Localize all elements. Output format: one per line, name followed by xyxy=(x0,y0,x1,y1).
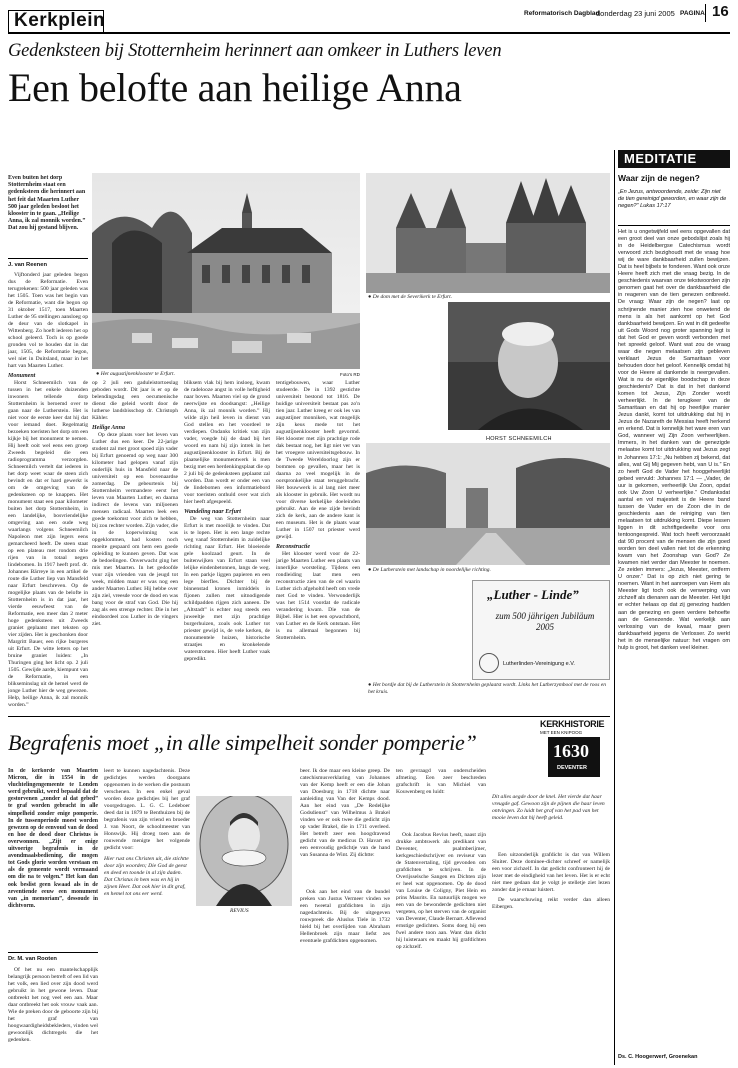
portrait-illustration xyxy=(448,302,610,430)
article1-col2-subhead: Heilige Anna xyxy=(92,425,125,431)
photo-augustinian-monastery xyxy=(92,173,360,369)
article2-col4 xyxy=(396,768,486,1063)
article1-col4-subhead: Reconstructie xyxy=(276,544,310,550)
kerkhistorie-logo-box xyxy=(548,737,600,777)
article2-poem1: Hier rust ons Christen uit, die stichtte door zijn woorden; Die God de geest en deed en toonde in al zijn daden. Dat Christus in hem was en hij in zijnen Heer. Dat ook hier in dit graf, en hemel tot ons eer werd. xyxy=(104,856,189,897)
article1-col3-subhead: Wandeling naar Erfurt xyxy=(184,509,241,515)
lutherstein-illustration xyxy=(366,443,610,565)
article2-intro xyxy=(8,768,98,950)
article2-col3b-text: Ook aan het eind van de bundel preken van Justus Vermeer vinden we een tweetal grafdichten in zijn nagedachtenis. Bij de uitgegeven rouwpreek die Aluslus Tiele in 1732 hield bij het overlijden van Abraham Hellenbroek zijn maar liefst zes eventuele grafdichten opgenomen. xyxy=(300,889,390,944)
byline-rule xyxy=(8,258,88,259)
article1-col4-text: tentigebouwen, waar Luther studeerde. De in 1392 gestichte universiteit bestond tot 1816. De huidige universiteit bestaat pas zo'n tien jaar. Luther kreeg er ook les van augustijner monniken, wat mogelijk zijn keus mede tot het augustijnenklooster heeft gevormd. Het klooster met zijn prachtige rode dak bestaat nog, het ligt niet ver van het vroegere universiteitsgebouw. In de Tweede Wereldoorlog zijn er bommen op gevallen, maar het is daarna zo veel mogelijk in de oorspronkelijke staat teruggebracht. Het bouwwerk is al lang niet meer als klooster in gebruik. Het wordt nu voor diverse kerkelijke doeleinden gebruikt. Aan de ene zijde bevindt zich de kerk, aan de andere kant is een museum. Het is de plaats waar Luther in 1507 tot priester werd gewijd. xyxy=(276,380,360,540)
article1-col1-text: Vijftonderd jaar geleden begon dus de Reformatie. Even terugrekenen: 500 jaar geleden was het 1505. Toen was het begin van de Reformatie, want die begon op 31 oktober 1517, toen Maarten Luther de 95 stellingen aansloeg op de deur van de slotkapel in Wittenberg. Zo hoeft iederen het op school geleerd. Toch is op goede gronden vol te houden dat in dat jaar, 1505, de Reformatie begon, wel niet in Duitsland, maar in het hart van Maarten Luther. xyxy=(8,272,88,369)
article1-col3-text: bliksem vlak bij hem insloeg, kwam de radelooze angst in volle heftigheid naar boven. Maarten viel op de grond neerwijste en doodsangst: „Heilige Anna, ik zal monnik worden.” Hij wilde zijn heil leven in dienst van God stellen en het voordeel te verdiepen. Ondanks kritiek van zijn vader, voegde hij de daad bij het woord en nam hij zijn intrek in het augustijnenklooster in Erfurt. Bij de plaatselijke monumentwerk is men bezig met een herdenkingsplaat die op 2 juli bij de gedenksteen geplaatst zal worden. Dan wordt er onder een van de lindebomen een informatiebord voor toeristen onthuld over wat zich hier heeft afgespeeld. xyxy=(184,380,270,505)
kerkhistorie-logo-title: KERKHISTORIE xyxy=(540,719,605,729)
meditatie-quote: „En Jezus, antwoordende, zeide: Zijn niet de tien gereinigd geworden, en waar zijn de negen?” Lukas 17:17 xyxy=(618,189,727,209)
kerkhistorie-logo-place: DEVENTER xyxy=(557,765,587,771)
meditatie-body xyxy=(618,229,730,1049)
article2-headline: Begrafenis moet „in alle simpelheit sonder pomperie” xyxy=(8,730,477,755)
meditatie-logo xyxy=(618,150,730,168)
caption-bullet-icon: ● xyxy=(368,294,372,300)
photo-cathedral xyxy=(366,173,610,293)
page-header xyxy=(0,0,738,36)
sign-subtitle: zum 500 jährigen Jubiläum 2005 xyxy=(495,611,595,632)
meditatie-body-text: Het is u ongetwijfeld wel eens opgevallen dat een groot deel van onze gebodslijst zoals hij in de Heidelbergse Catechismus wordt verwoord zich bezighoudt met de vraag hoe wij de ware dankbaarheid zullen bewijzen. Dat is heel bijbels te fonderen. Want ook onze Heere heeft zich met die vraag bezig. In de geschiedenis waarvan onze tekstwoorden zijn genomen gaat het over de dankbaarheid die in reageren van de tien genezen ontbreekt. De vraag: Waar zijn de negen? laat op schrijnende manier zien hoe onwetend de mens is als het aankomt op het God dankbaarheid bewijzen. En wat in dit gedeelte uit Gods Woord nog groter spanning legt is dat het God er geven wordt verbonden met het spreekt geloof. Want wat zou de vraag waar die negen melaatsen zijn gebleven verklaart Jezus de Samaritaan voor behouden door het geloof. Kennelijk omdat hij voor de Heere al dankende is neergevallen. Wat is nu de eigenlijke boodschap in deze geschiedenis? Dat is dat in het dankend komen tot Jezus, Zijn Zonder wordt verheerlijkt. In de terugkeer van de Samaritaan en dat hij op heerlijke manier Jezus dankt, komt tot uitdrukking dat hij in Jezus de Nazareth de Messias heeft herkend en erkend. Dat is kennelijk het ware eren van God, wanneer wij Zijn Zoon verheerlijken. Immers, in het danken van de genezigde melaatse komt tot uitdrukking wat Jezus zegt in Johannes 17:1: „Nu hebben zij bekend, dat alles, wat Gij Mij gegeven hebt, van U is.” En zo heeft God de Vader het hooggeheerlijkt gebed vervuld: Johannes 17:1 — „Vader, de uur is gekomen, verheerlijk Uw Zoon, opdat ook Uw Zoon U verheerlijke.” Ondanksdat aantal en vol majesteit is de Heere band tussen de Vader en de Zoon die in de geschiedenis aan de reiniging van tien melaatsen tot uitdrukking komt. Diepe lessen liggen in dit schriftgedeelte voor ons tentoongespreid. Wat toch heeft veroorzaakt dat 90 procent van de mensen die zijn goed worden ten deel vallen niet tot de erkenning kwam van het Zoonshap van God? Ze kwamen niet verder dan Meester te noemen. Ze zeiden immers: „Jezus, Meester, ontferm U onzer.” Dat is op zich niet gering te noemen. Want in het aanroepen van Hem als Meester ligt toch ook de verwerping van zichzelf als dienaren aan de Meester. Het lijkt er echter helaas op dat zij genezing hadden aan de genezing en geen verdere behoefte aan de Genezende. Wat werkelijk aan verlossing van de kwaal, maar geen dankbaarheid jegens de Verlosser. Zo werkt het in de menselijke natuur: het vragen om hulp is groot, het danken veel kleiner. xyxy=(618,229,730,651)
caption-bullet-icon: ● xyxy=(96,371,100,377)
article1-col1-subhead: Monument xyxy=(8,373,36,379)
article2-col3 xyxy=(300,768,390,1063)
article2-byline-rule xyxy=(8,952,98,953)
article2-col3-text: beer. Ik doe maar een kleine greep. De catechismusverklaring van Johannes van der Kemp heeft er een die Johan van Doesburg in 1718 dichtte naar aanleiding van Van der Kemps dood. Aan het eind van „De Redelijke Godsdienst” van Wilhelmus à Brakel vinden we er ook twee die gedicht zijn op vader Brakel, die in 1711 overleed. Het betreft zeer een hoogdravend gedicht van de medicus D. Havart en een eenvoudig gedichtje van de hand van Susanna de Wint. Zij dichtte: xyxy=(300,768,390,858)
sign-footer: Lutherlinden-Vereinigung e.V. xyxy=(503,661,575,667)
portrait-revius xyxy=(196,796,292,906)
article1-kicker: Gedenksteen bij Stotternheim herinnert aan omkeer in Luthers leven xyxy=(8,41,502,61)
portrait-caption: REVIUS xyxy=(230,908,249,914)
article2-intro-text: In de kerkorde van Maarten Micron, die in 1554 in de vluchtelingengemeente te Londen werd gebruikt, werd bepaald dat de gestorvenen „zonder al dat gebed” te graf worden gebracht in alle simpelheid zonder enige pomperie. In de tussenperiode moest worden gewezen op de eenvoud van de dood en hoe de dood door Christus is overwonnen. „Zijt er enige uitvoerige begrafenis in de avondmaalsbediening, die mogen tot Gods glorie worden verstaan en als de gemeente wordt vermaand om die na te volgen.” Het kan dan ook beslist geen kwaad als in de zeventiende eeuw een monument van „in memoriam”, dessoude in dichtvorm. xyxy=(8,768,98,909)
article1-intro-text: Even buiten het dorp Stotternheim staat een gedenksteen die herinnert aan het feit dat Maarten Luther 500 jaar geleden besloot het klooster in te gaan. „Heilige Anna, ik zal monnik worden.” Dat zou hij gestand blijven. xyxy=(8,175,86,232)
article1-headline: Een belofte aan heilige Anna xyxy=(8,65,462,110)
caption-lutherstein-text: De Lutherstein met landschap in noordelijke richting. xyxy=(372,567,491,573)
page-date: donderdag 23 juni 2005 xyxy=(596,9,675,18)
article1-col1 xyxy=(8,272,88,712)
header-rule xyxy=(8,32,730,34)
article2-col4b-text: Ook Jacobus Revius heeft, naast zijn drukke ambtswerk als predikant van Deventer, psalmberijmer, kerkgeschiedschrijver en reviseur van de Statenvertaling, tijd gevonden om grafdichten te schrijven. In de Overijsselsche Sangen en Dichten zijn er heel wat opgenomen. Op de dood van Louise de Coligny, Piet Hein en prins Maurits. En natuurlijk mogen we een van de bewonderde gedichten niet vergeten, op het sterven van de organist van Deventer, Claude Bernart. Aflevend ernstige gedichten. Soms doeg hij een fwel andere toon aan. Want dan dicht hij luisteraars en maakt hij grafdichten op zichzelf. xyxy=(396,832,486,950)
luther-linde-sign xyxy=(472,580,610,680)
article1-col4 xyxy=(276,380,360,712)
article2-col5c-text: De waarschuwing reikt verder dan alleen Eibergen. xyxy=(492,897,610,910)
meditatie-signature: Ds. C. Hoogerwerf, Groenekan xyxy=(618,1054,698,1060)
page-divider-mark xyxy=(705,4,706,22)
cathedral-illustration xyxy=(366,173,610,293)
sign-title: „Luther - Linde” xyxy=(487,587,579,602)
article2-col5b-text: Een uitzonderlijk grafdicht is dat van Willem Sluiter. Deze dominee-dichter schreef er namelijk een voor zichzelf. In dat gedicht confronteert hij de lezer met de eindigheid van het leven. Het is er echt niet mee gedaan dat je volgt je stelletje ziet lezen zonder dat je ernaar luistert. xyxy=(492,852,610,893)
article1-intro xyxy=(8,175,88,255)
article1-col2-text: op 2 juli een gaduleistortoeslag geboden wordt. Dit jaar is er op de belendingsdag een oecumenische dienst die geleid wordt door de lutherse landsbisschop dr. Christoph Kähler. xyxy=(92,380,178,421)
monastery-illustration xyxy=(92,173,360,369)
paper-name: Reformatorisch Dagblad xyxy=(524,10,600,17)
meditatie-rule xyxy=(618,225,730,226)
article2-author: Dr. M. van Rooten xyxy=(8,956,57,962)
article2-col5 xyxy=(492,794,610,1063)
caption-monastery-text: Het augustijnenklooster te Erfurt. xyxy=(100,371,175,377)
kerkhistorie-logo-sub: MET EEN KNIPOOG xyxy=(540,730,583,735)
article1-col4b-text: Het klooster werd voor de 22-jarige Maarten Luther een plaats van innerlijke worsteling. Tijdens een rondleiding laat men een reconstructie zien van de cel waarin Luther zich afgeholtd heeft om vrede met God te vinden. Verwonderlijk was het 1514 voordat de radicale verandering kwam. Die van de Bijbel. Hier is het een opwachtbord, van Luther en de Kerk ontstaan. Het is nu allemaal begonnen bij Stotternheim. xyxy=(276,551,360,641)
meditatie-question: Waar zijn de negen? xyxy=(618,173,700,183)
caption-lutherstein xyxy=(368,567,608,574)
article2-col5-text: Dit alles aegde door de knel. Het vierde dat haar vreugde gaf. Gewoon zijn de pijnen die haar leven ontvingen. Zo luidt het graf van het pad van het mooie leven dat hij heeft geleid. xyxy=(492,794,605,821)
article2-col4-text: ten gevraagd van onderscheiden afmeting. Een zeer beschreden grafschrift is van Michiel van Kouwenberg en luidt: xyxy=(396,768,486,795)
article2-col2 xyxy=(104,768,190,1063)
article1-col2b-text: Op deze plaats voer het leven van Luther dus een keer. De 22-jarige student zal met groot spoed zijn vader bij Erfurt genoemd op weg naar 300 kilometer had gelopen vanaf zijn ouderlijk huis in Mansfeld naar de universiteit op een bovenaardse zomerdag. De gebeurtenis bij Stotternheim vermandere eerst het leven van Maarten Luther, en daarna indirect de levens van miljoenen mensen radicaal. Maarten leek een goede toekomst voor zich te hebben, bij zou rechter worden. Zijn vader, die in de koperwinning was opgeklommen, had kosten noch moeite gespaard om hem een goede opleiding te kunnen geven. Dat was de bedoelingen. Onverwacht ging het mis met Maarten. In het gedoofde vuur zijn vrienden van de jeugd tot week, midden maar er was nog een ander Maarten Luther. Hij hebbe over zijn ziel, vreesde voor de dood en was bang voor de straf van God. Die hij zag als een strenge rechter. Die in het eindoordeel zou Luther in de vingers ziet. xyxy=(92,432,178,627)
meditatie-vertical-rule xyxy=(614,150,615,1065)
meditatie-logo-text: MEDITATIE xyxy=(624,151,697,166)
article1-author: J. van Reenen xyxy=(8,262,47,268)
kerkhistorie-logo-year: 1630 xyxy=(553,741,589,761)
revius-engraving xyxy=(196,796,292,906)
photo-horst-schneemilch xyxy=(448,302,610,430)
article1-col3 xyxy=(184,380,270,712)
article-divider xyxy=(8,716,610,717)
caption-bullet-icon: ● xyxy=(368,567,372,573)
article1-col3b-text: De weg van Stotternheim naar Erfurt is met moeilijk te vinden. Dat is te lopen. Het is een lange rechte weg vanaf Stotternheim in zuidelijke richting naar Erfurt. Het bloeiende gele koolzaad geurt. In de buitenwijken van Erfurt staan veel lelijke eindenbetonnen, langs de weg. In een parkje liggen papieren en een lege bierfles. Dichter bij de binnenstad kronen inmiddels in fijonen zullen met uitnodigende schildpadden rijgen zich aaneen. De „Altstadt” is echter nog steeds een juweeltje met zijn prachtige burgerhuizen, zoals ook Luther tot priester gewijd is, de vele kerken, de monumentele huizen, historische straatjes en kronkelende waterstromen. Hier heeft Luther vaak gepredikt. xyxy=(184,516,270,662)
section-title: Kerkplein xyxy=(14,10,106,31)
photo-lutherstein xyxy=(366,443,610,565)
article2-col1 xyxy=(8,967,98,1063)
article1-col1b-text: Horst Schneemilch van de tussen in het enkele duizenden inwoners tellende dorp Stotternheim is beroemd over te gaan naar de Lutherstein. Het is niet voor de eerste keer dat hij dat voor iemand doet. Regelmatig bezoeken toeristen het dorp om een kijkje bij het monument te nemen. Hij heeft ooit wel eens een groep Zweeds begeleid die een radioprogramma verzorgden. Schneemilch vertelt dat iederen in het dorp weet waar de steen zich bevindt en dat er hard gewerkt is om de omgeving van de gedenksteen op te knappen. Het monument staat een paar kilometer buiten het dorp Stotternheim, in een landelijke, bosvriendelijke omgeving aan een oude weg waarlangs volgens Schneemilch Napoleon met zijn legers eens gemarcheerd heeft. De steen staat op een plateau met rondom drie rijen van in totaal negen lindebomen. In 1917 heeft prof. dr. Johannes Bärreye in een artikel de route die Luther liep van Mansfeld naar Erfurt beschreven. Op de mogelijke plaats van de belofte in Stotternheim is in dat jaar, het vierde eeuwfeest van de Reformatie, een meer dan 2 meter hoge gedenksteen uit Zweeds graniet geplaatst met teksten op vier zijden. Het is geschonken door Margritt Bauer, een rijke burgeres uit Erfurt. De witte letters op het bruine graniet luiden: „In Thuringen ging het licht op. 2 juli 1505. Gewijde aarde, kiempunt van de Reformatie, in een blikseminslag uit de hemel werd de jonge Luther hier de weg gewezen. Help, heilige Anna, ik zal monnik worden.” xyxy=(8,380,88,708)
caption-sign xyxy=(368,682,608,696)
article1-col2 xyxy=(92,380,178,712)
pagina-label: PAGINA xyxy=(680,10,705,17)
caption-horst-name: HORST SCHNEEMILCH xyxy=(486,436,552,442)
caption-sign-text: Het bordje dat bij de Lutherstein in Stotternheim geplaatst wordt. Links het Lutherzymbool met de roos en het kruis. xyxy=(368,682,606,695)
caption-monastery xyxy=(96,371,296,378)
article2-col2-text: leert te kunnen nagedachtenis. Deze gedichtjes werden doorgaans opgenomen in de werken die postuum verschenen. In een enkel geval worden deze gedichtjes bij het graf voorgedragen. L. G. C. Ledeboer deed dat in 1879 te Benthuizen bij de begrafenis van zijn vriend en broeder J. van Noort, de schoolmeester van Honswijk. Hij droeg toen aan de rouwende menigte het volgende gedicht voor: xyxy=(104,768,190,851)
caption-bullet-icon: ● xyxy=(368,682,372,688)
caption-cathedral xyxy=(368,294,608,301)
photo-credits: Foto's RD xyxy=(340,372,360,377)
caption-cathedral-text: De dom met de Severikerk te Erfurt. xyxy=(372,294,452,300)
article2-col1-text: Of het nu een mantelschapplijk belangrijk persoon betreft of een lid van het volk, een lied over zijn dood werd gebruikt in het gewone leven. Daar ontbreekt het nog veel een aan. Maar daar ontbreekt het ook vrouw vaak aan. Wie de preken door de geboorte zijn bij het graf van hoogwaardigheidsbekleders, vinden wel gewoonlijk dichtregels die het gedenken. xyxy=(8,967,98,1043)
page-number: 16 xyxy=(712,3,729,20)
sign-rose-icon xyxy=(479,653,499,673)
kerkhistorie-logo xyxy=(540,719,610,789)
